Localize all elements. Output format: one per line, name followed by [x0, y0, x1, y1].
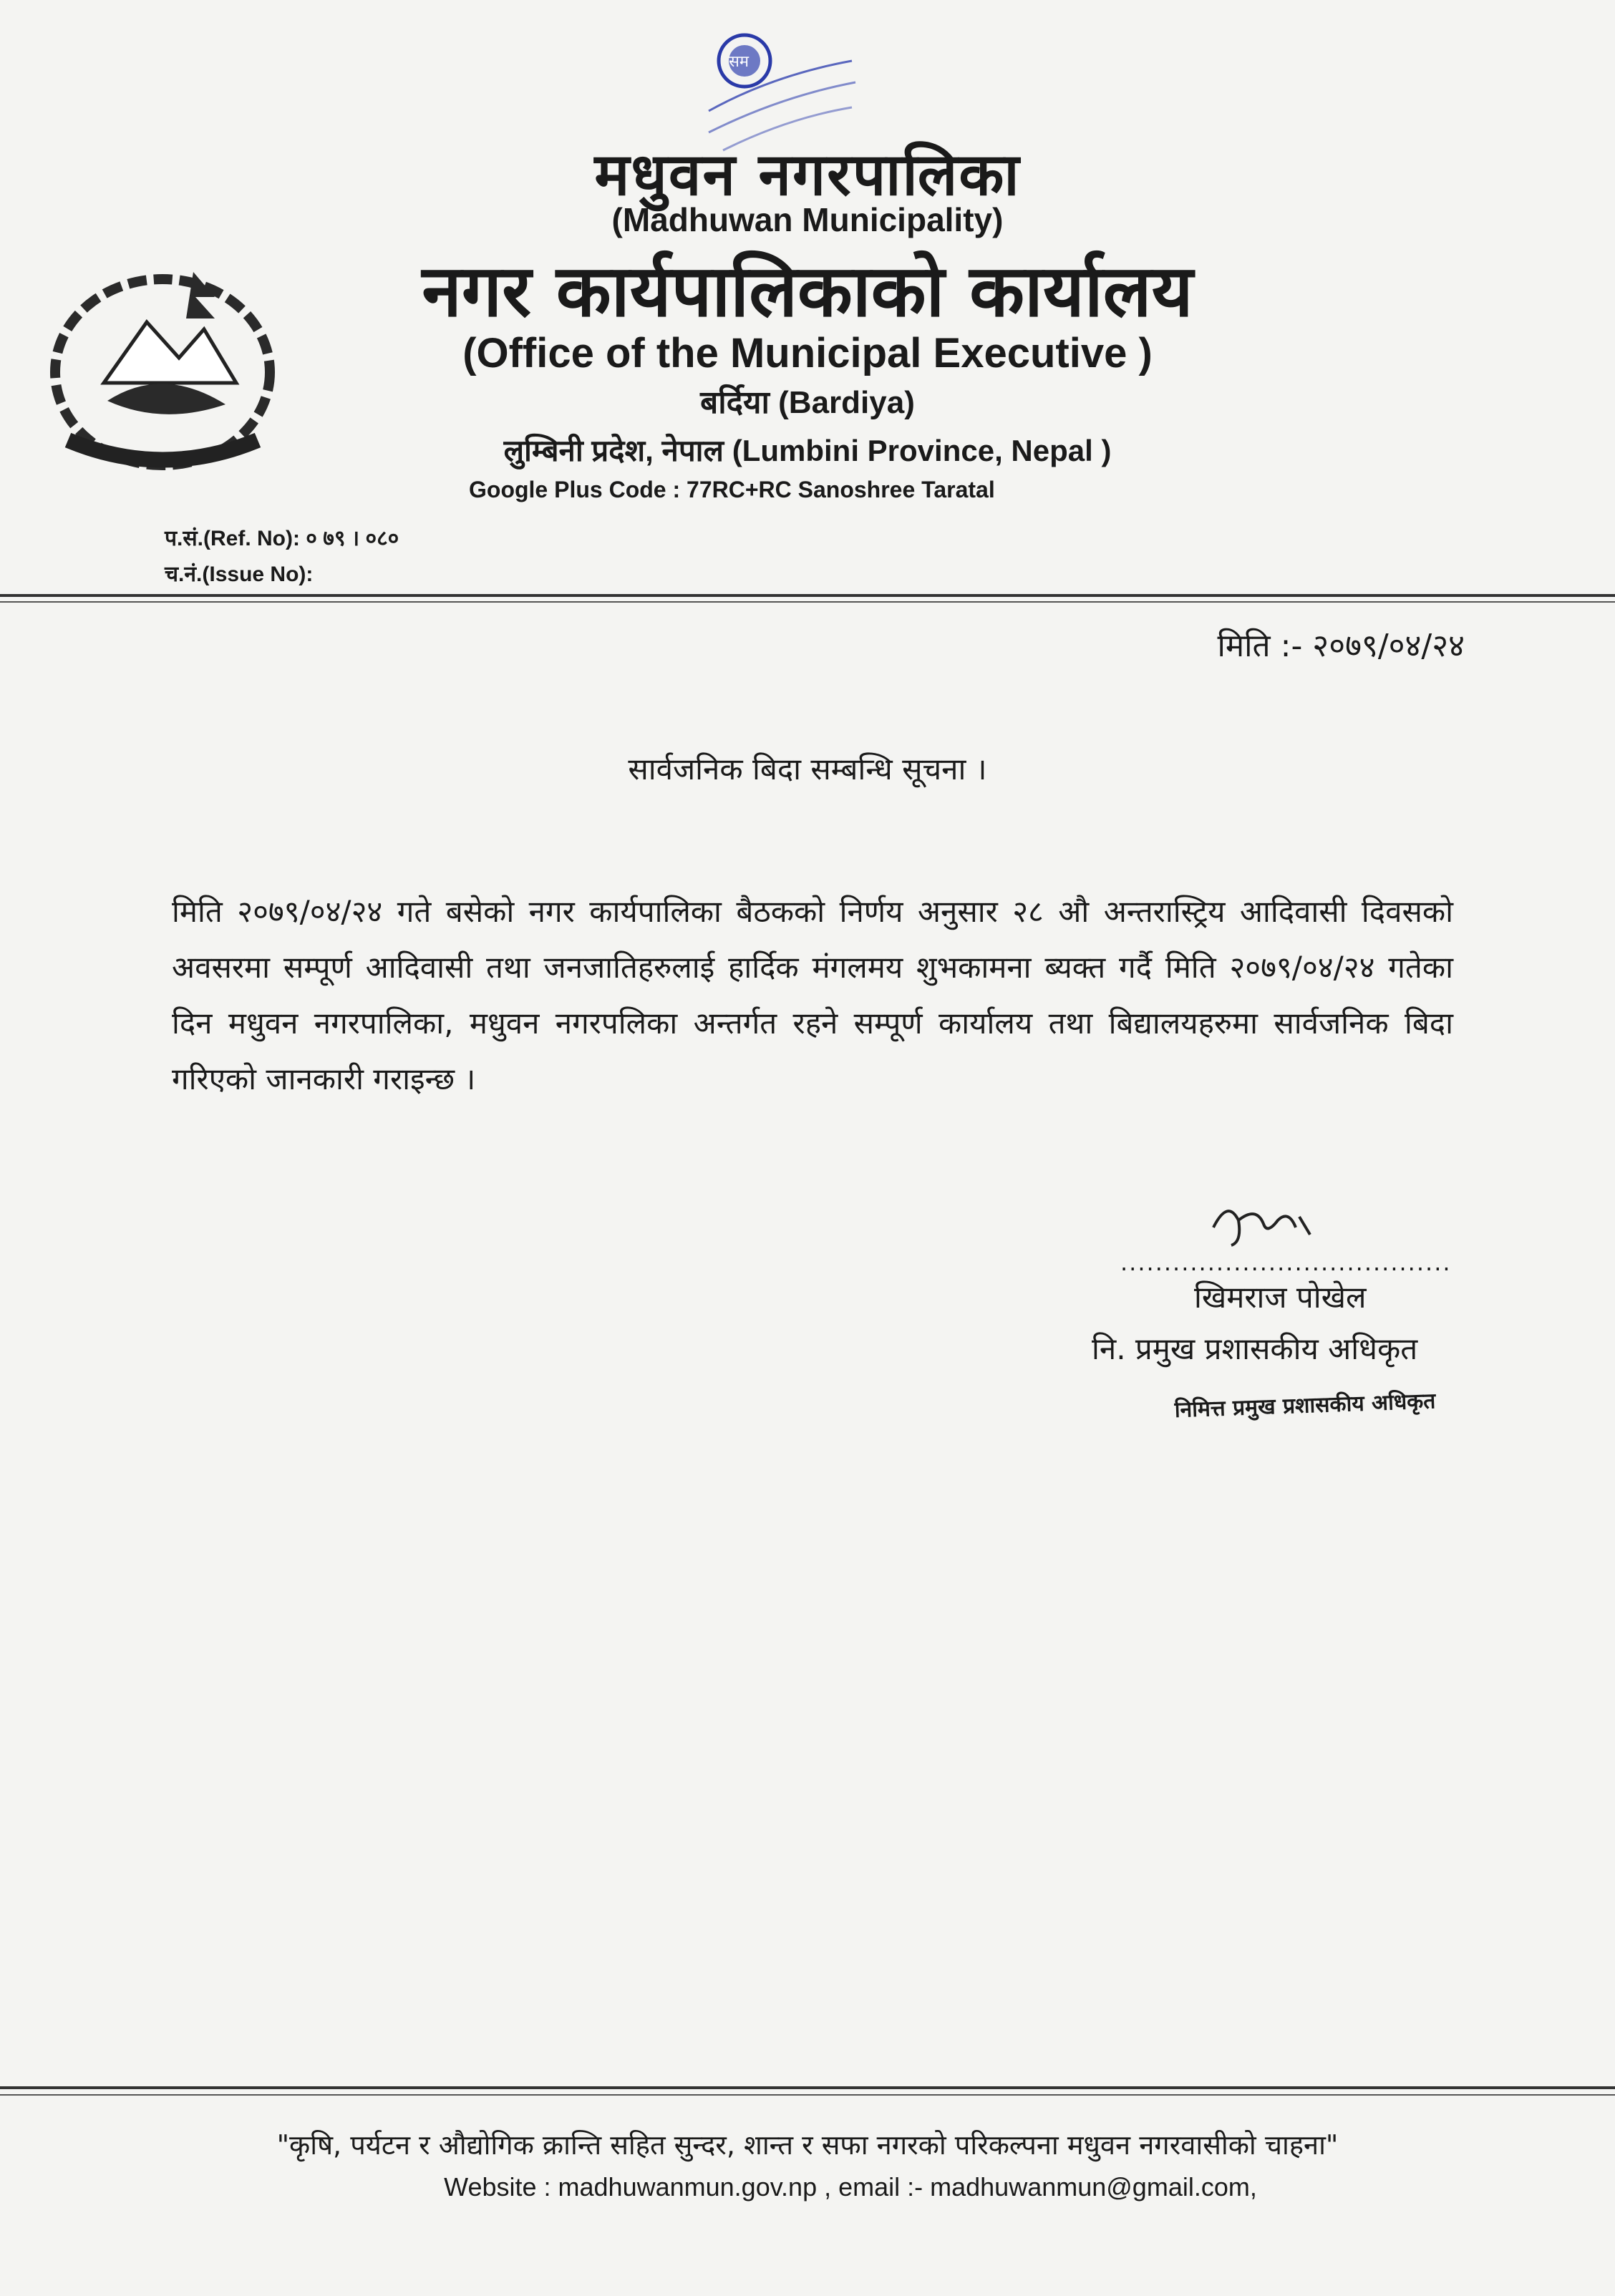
header-divider	[0, 594, 1615, 597]
signature-line: ......................................	[1120, 1249, 1452, 1276]
municipality-name-english: (Madhuwan Municipality)	[611, 201, 1004, 238]
footer-divider	[0, 2086, 1615, 2089]
notice-paragraph: मिति २०७९/०४/२४ गते बसेको नगर कार्यपालिका बैठकको निर्णय अनुसार २८ औ अन्तरास्ट्रिय आदिवासी दिवसको अवसरमा सम्पूर्ण आदिवासी तथा जनजातिहरुलाई हार्दिक मंगलमय शुभकामना ब्यक्त गर्दै मिति २०७९/०४/२४ गतेका दिन मधुवन नगरपालिका, मधुवन नगरपलिका अन्तर्गत रहने सम्पूर्ण कार्यालय तथा बिद्यालयहरुमा सार्वजनिक बिदा गरिएको जानकारी गराइन्छ ।	[172, 894, 1453, 1096]
office-name-english: (Office of the Municipal Executive )	[462, 330, 1153, 376]
office-name-nepali: नगर कार्यपालिकाको कार्यालय	[422, 249, 1193, 333]
svg-text:सम: सम	[729, 53, 750, 71]
official-stamp-text: निमित्त प्रमुख प्रशासकीय अधिकृत	[1174, 1388, 1436, 1423]
handwritten-signature-icon	[1206, 1192, 1321, 1252]
notice-date: मिति :- २०७९/०४/२४	[1217, 628, 1465, 664]
province-name: लुम्बिनी प्रदेश, नेपाल (Lumbini Province, Nepal )	[503, 434, 1112, 467]
municipality-name-nepali: मधुवन नगरपालिका	[594, 141, 1021, 209]
header-divider-thin	[0, 601, 1615, 603]
district-name: बर्दिया (Bardiya)	[700, 385, 915, 420]
footer-slogan: "कृषि, पर्यटन र औद्योगिक क्रान्ति सहित सुन्दर, शान्त र सफा नगरको परिकल्पना मधुवन नगरवासीको चाहना"	[276, 2129, 1339, 2161]
signatory-name: खिमराज पोखेल	[1194, 1280, 1367, 1315]
google-plus-code: Google Plus Code : 77RC+RC Sanoshree Taratal	[469, 477, 995, 502]
reference-number: प.सं.(Ref. No): ० ७९ । ०८०	[165, 527, 399, 550]
footer-website-email: Website : madhuwanmun.gov.np , email :- madhuwanmun@gmail.com,	[444, 2172, 1257, 2202]
issue-number: च.नं.(Issue No):	[165, 563, 314, 586]
notice-subject: सार्वजनिक बिदा सम्बन्धि सूचना ।	[628, 751, 987, 787]
footer-divider-thin	[0, 2094, 1615, 2096]
signatory-title: नि. प्रमुख प्रशासकीय अधिकृत	[1092, 1331, 1418, 1366]
